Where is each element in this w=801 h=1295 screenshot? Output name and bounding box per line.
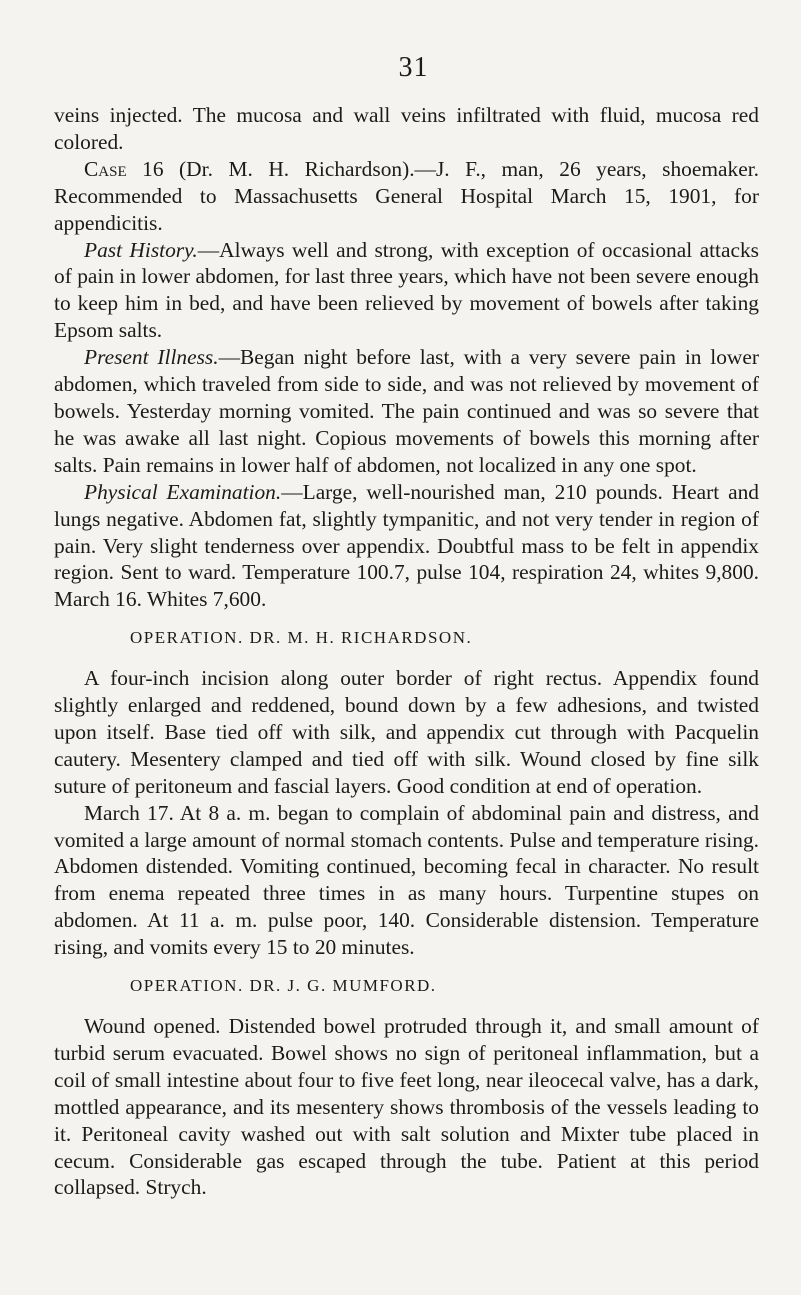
paragraph-past-history	[54, 237, 759, 345]
physical-examination-label: Physical Examination.	[84, 479, 282, 504]
paragraph-continuation: veins injected. The mucosa and wall veins infiltrated with fluid, mucosa red colored.	[54, 103, 759, 154]
paragraph-operation-2: Wound opened. Distended bowel protruded through it, and small amount of turbid serum evacuated. Bowel shows no sign of peritoneal inflammation, but a coil of small intestine about four to five feet long, near ileocecal valve, has a dark, mottled appearance, and its mesentery shows thrombosis of the vessels leading to it. Peritoneal cavity washed out with salt solution and Mixter tube placed in cecum. Considerable gas escaped through the tube. Patient at this period collapsed. Strych.	[54, 1014, 759, 1200]
paragraph-present-illness	[54, 344, 759, 479]
past-history-text: —Always well and strong, with exception of occasional attacks of pain in lower abdomen, for last three years, which have not been severe enough to keep him in bed, and have been relieved by movement of bowels after taking Epsom salts.	[54, 237, 759, 343]
page-number: 31	[398, 52, 429, 83]
case-text: 16 (Dr. M. H. Richardson).—J. F., man, 26 years, shoemaker. Recommended to Massachusetts General Hospital March 15, 1901, for appendicitis.	[54, 156, 759, 235]
past-history-label: Past History.	[84, 237, 198, 262]
paragraph-march-17: March 17. At 8 a. m. began to complain of abdominal pain and distress, and vomited a large amount of normal stomach contents. Pulse and temperature rising. Abdomen distended. Vomiting continued, becoming fecal in character. No result from enema repeated three times in as many hours. Turpentine stupes on abdomen. At 11 a. m. pulse poor, 140. Considerable distension. Temperature rising, and vomits every 15 to 20 minutes.	[54, 800, 759, 960]
paragraph-physical-examination	[54, 479, 759, 614]
case-label: Case	[84, 156, 127, 181]
page-body	[54, 102, 759, 1201]
present-illness-label: Present Illness.	[84, 345, 219, 370]
operation-heading-2: OPERATION. DR. J. G. MUMFORD.	[130, 976, 437, 996]
paragraph-operation-1: A four-inch incision along outer border of right rectus. Appendix found slightly enlarged and reddened, bound down by a few adhesions, and twisted upon itself. Base tied off with silk, and appendix cut through with Pacquelin cautery. Mesentery clamped and tied off with silk. Wound closed by fine silk suture of peritoneum and fascial layers. Good condition at end of operation.	[54, 666, 759, 798]
physical-examination-text: —Large, well-nourished man, 210 pounds. Heart and lungs negative. Abdomen fat, slightly tympanitic, and not very tender in region of pain. Very slight tenderness over appendix. Doubtful mass to be felt in appendix region. Sent to ward. Temperature 100.7, pulse 104, respiration 24, whites 9,800. March 16. Whites 7,600.	[54, 479, 760, 612]
operation-heading-1: OPERATION. DR. M. H. RICHARDSON.	[130, 628, 473, 648]
present-illness-text: —Began night before last, with a very severe pain in lower abdomen, which traveled from side to side, and was not relieved by movement of bowels. Yesterday morning vomited. The pain continued and was so severe that he was awake all last night. Copious movements of bowels this morning after salts. Pain remains in lower half of abdomen, not localized in any one spot.	[54, 345, 759, 477]
paragraph-case	[54, 156, 759, 237]
